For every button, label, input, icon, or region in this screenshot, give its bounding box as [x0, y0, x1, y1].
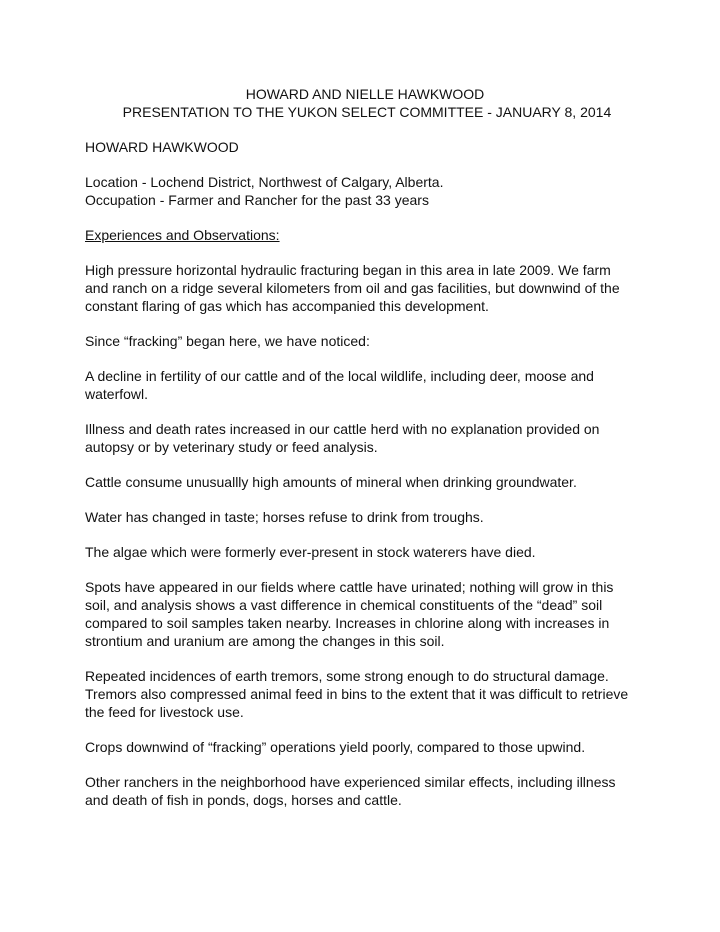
- paragraph-line: waterfowl.: [85, 386, 149, 402]
- paragraph-line: Cattle consume unusuallly high amounts of mineral when drinking groundwater.: [85, 474, 577, 490]
- speaker-name: HOWARD HAWKWOOD: [85, 139, 239, 155]
- section-heading: Experiences and Observations:: [85, 227, 280, 243]
- paragraph-line: A decline in fertility of our cattle and of the local wildlife, including deer, moose and: [85, 368, 594, 384]
- paragraph-line: soil, and analysis shows a vast difference in chemical constituents of the “dead” soil: [85, 597, 603, 613]
- paragraph: [85, 738, 645, 756]
- paragraph-line: constant flaring of gas which has accompanied this development.: [85, 298, 489, 314]
- paragraph: [85, 578, 645, 650]
- speaker-location: Location - Lochend District, Northwest of Calgary, Alberta.: [85, 174, 444, 190]
- paragraph-line: the feed for livestock use.: [85, 704, 244, 720]
- paragraph: [85, 261, 645, 315]
- speaker-occupation: Occupation - Farmer and Rancher for the past 33 years: [85, 192, 429, 208]
- paragraph-line: compared to soil samples taken nearby. Increases in chlorine along with increases in: [85, 615, 610, 631]
- paragraph-line: Water has changed in taste; horses refuse to drink from troughs.: [85, 509, 484, 525]
- paragraph: [85, 667, 645, 721]
- paragraph-line: Crops downwind of “fracking” operations yield poorly, compared to those upwind.: [85, 739, 586, 755]
- document-title-line-2: PRESENTATION TO THE YUKON SELECT COMMITTEE - JANUARY 8, 2014: [118, 104, 612, 120]
- paragraph-line: Repeated incidences of earth tremors, some strong enough to do structural damage.: [85, 668, 609, 684]
- paragraph-line: Tremors also compressed animal feed in bins to the extent that it was difficult to retrieve: [85, 686, 629, 702]
- paragraph: [85, 543, 645, 561]
- paragraph-line: High pressure horizontal hydraulic fracturing began in this area in late 2009. We farm: [85, 262, 611, 278]
- paragraph-line: autopsy or by veterinary study or feed analysis.: [85, 439, 378, 455]
- paragraph-line: strontium and uranium are among the changes in this soil.: [85, 633, 445, 649]
- paragraph-line: and ranch on a ridge several kilometers from oil and gas facilities, but downwind of the: [85, 280, 620, 296]
- paragraph: [85, 367, 645, 403]
- paragraph: [85, 332, 645, 350]
- paragraph-line: Since “fracking” began here, we have noticed:: [85, 333, 370, 349]
- paragraph-line: Illness and death rates increased in our cattle herd with no explanation provided on: [85, 421, 600, 437]
- document-body: [85, 85, 645, 809]
- paragraph: [85, 420, 645, 456]
- paragraph-line: and death of fish in ponds, dogs, horses and cattle.: [85, 792, 402, 808]
- document-title-line-1: HOWARD AND NIELLE HAWKWOOD: [245, 86, 485, 102]
- paragraph: [85, 508, 645, 526]
- paragraph-line: The algae which were formerly ever-present in stock waterers have died.: [85, 544, 536, 560]
- paragraph: [85, 473, 645, 491]
- paragraph-line: Spots have appeared in our fields where cattle have urinated; nothing will grow in this: [85, 579, 614, 595]
- paragraph-line: Other ranchers in the neighborhood have experienced similar effects, including illness: [85, 774, 616, 790]
- paragraph: [85, 773, 645, 809]
